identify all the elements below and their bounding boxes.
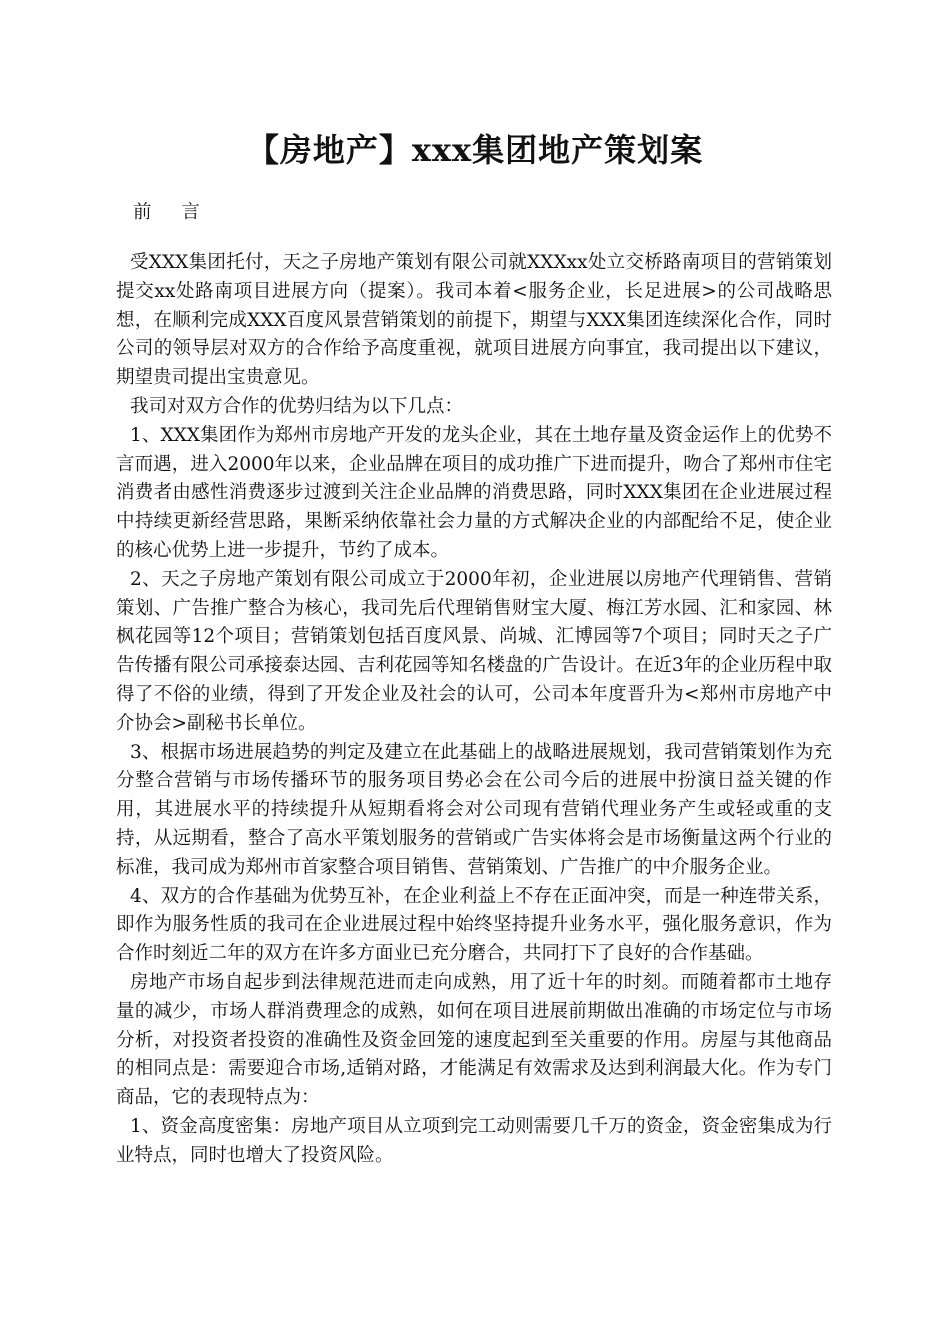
document-title: 【房地产】xxx集团地产策划案 [246, 131, 704, 169]
preface-heading: 前 言 [133, 202, 212, 223]
paragraph-advantage-2: 2、天之子房地产策划有限公司成立于2000年初，企业进展以房地产代理销售、营销策划、广告推广整合为核心，我司先后代理销售财宝大厦、梅江芳水园、汇和家园、林枫花园等12个项目；营销策划包括百度风景、尚城、汇博园等7个项目；同时天之子广告传播有限公司承接泰达园、吉利花园等知名楼盘的广告设计。在近3年的企业历程中取得了不俗的业绩，得到了开发企业及社会的认可，公司本年度晋升为<郑州市房地产中介协会>副秘书长单位。 [116, 568, 832, 734]
paragraph-advantage-1: 1、XXX集团作为郑州市房地产开发的龙头企业，其在土地存量及资金运作上的优势不言而遇，进入2000年以来，企业品牌在项目的成功推广下进而提升，吻合了郑州市住宅消费者由感性消费逐步过渡到关注企业品牌的消费思路，同时XXX集团在企业进展过程中持续更新经营思路，果断采纳依靠社会力量的方式解决企业的内部配给不足，使企业的核心优势上进一步提升，节约了成本。 [116, 424, 832, 561]
paragraph-intro: 受XXX集团托付，天之子房地产策划有限公司就XXXxx处立交桥路南项目的营销策划提交xx处路南项目进展方向（提案）。我司本着<服务企业，长足进展>的公司战略思想，在顺利完成XXX百度风景营销策划的前提下，期望与XXX集团连续深化合作，同时公司的领导层对双方的合作给予高度重视，就项目进展方向事宜，我司提出以下建议，期望贵司提出宝贵意见。 [116, 252, 832, 389]
paragraph-feature-1: 1、资金高度密集：房地产项目从立项到完工动则需要几千万的资金，资金密集成为行业特点，同时也增大了投资风险。 [116, 1115, 832, 1166]
paragraph-market: 房地产市场自起步到法律规范进而走向成熟，用了近十年的时刻。而随着都市土地存量的减少，市场人群消费理念的成熟，如何在项目进展前期做出准确的市场定位与市场分析，对投资者投资的准确性及资金回笼的速度起到至关重要的作用。房屋与其他商品的相同点是：需要迎合市场,适销对路，才能满足有效需求及达到利润最大化。作为专门商品，它的表现特点为： [116, 971, 832, 1109]
paragraph-advantage-4: 4、双方的合作基础为优势互补，在企业利益上不存在正面冲突，而是一种连带关系，即作为服务性质的我司在企业进展过程中始终坚持提升业务水平，强化服务意识，作为合作时刻近二年的双方在许多方面业已充分磨合，共同打下了良好的合作基础。 [116, 885, 832, 965]
paragraph-advantages-lead: 我司对双方合作的优势归结为以下几点： [130, 395, 464, 417]
paragraph-advantage-3: 3、根据市场进展趋势的判定及建立在此基础上的战略进展规划，我司营销策划作为充分整合营销与市场传播环节的服务项目势必会在公司今后的进展中扮演日益关键的作用，其进展水平的持续提升从短期看将会对公司现有营销代理业务产生或轻或重的支持，从远期看，整合了高水平策划服务的营销或广告实体将会是市场衡量这两个行业的标准，我司成为郑州市首家整合项目销售、营销策划、广告推广的中介服务企业。 [116, 741, 832, 878]
document-body [116, 249, 832, 1171]
